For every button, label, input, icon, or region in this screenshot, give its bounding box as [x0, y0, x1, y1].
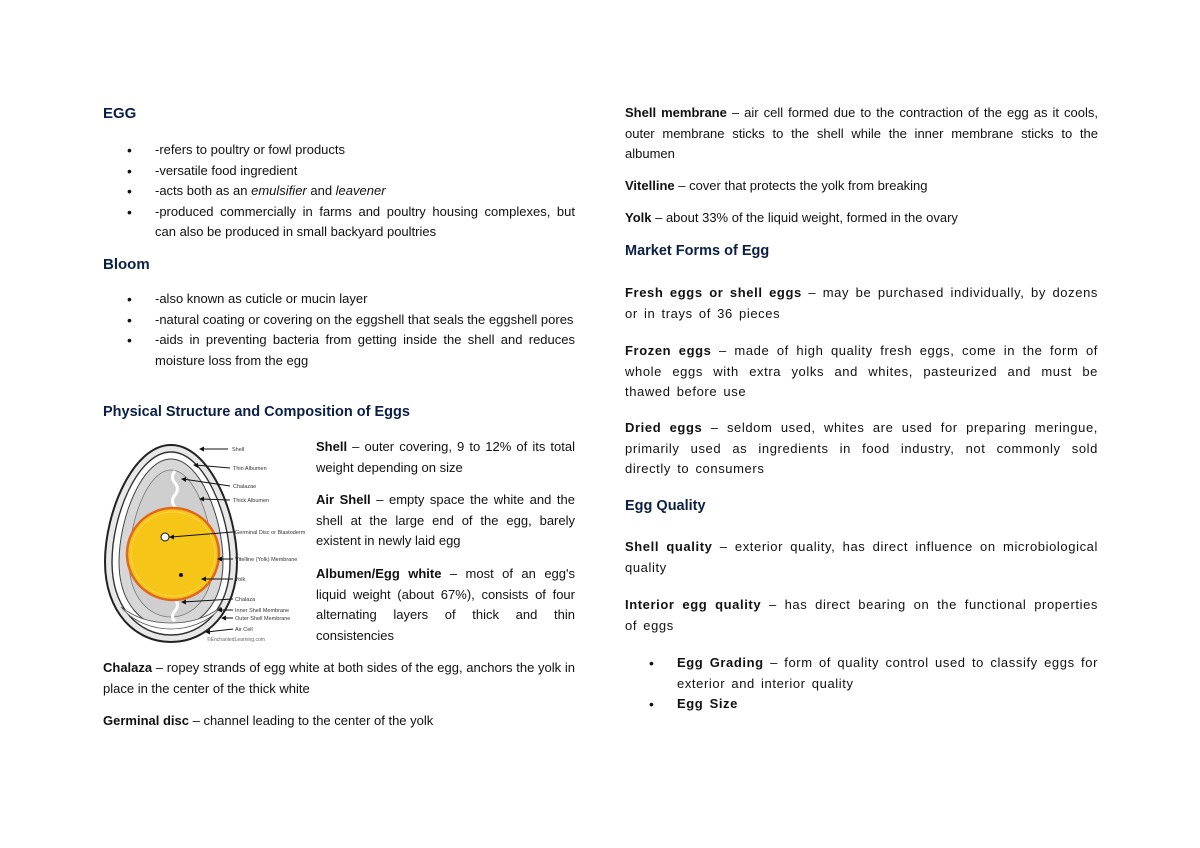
shell-membrane-definition: Shell membrane – air cell formed due to the contraction of the egg as it cools, outer membrane sticks to the shell while the inner membrane sticks to the albumen: [625, 105, 1098, 162]
market-forms-heading: Market Forms of Egg: [625, 243, 770, 259]
physical-structure-heading: Physical Structure and Composition of Eggs: [103, 404, 410, 420]
egg-diagram: [103, 437, 308, 647]
label-germinal-disc: Germinal Disc or Blastoderm: [235, 530, 306, 536]
shell-quality-definition: Shell quality – exterior quality, has direct influence on microbiological quality: [625, 539, 1098, 575]
yolk-dot: [179, 573, 183, 577]
albumen-definition: Albumen/Egg white – most of an egg's liquid weight (about 67%), consists of four alternating layers of thick and thin consistencies: [316, 566, 575, 643]
chalaza-definition: Chalaza – ropey strands of egg white at both sides of the egg, anchors the yolk in place in the center of the thick white: [103, 660, 575, 696]
list-item: • -refers to poultry or fowl products: [103, 140, 575, 161]
label-outer-membrane: Outer Shell Membrane: [235, 616, 291, 622]
yolk-circle: [127, 508, 219, 600]
diagram-credit: ©EnchantedLearning.com: [207, 637, 265, 643]
list-item: • -natural coating or covering on the eggshell that seals the eggshell pores: [103, 310, 575, 331]
egg-heading: EGG: [103, 105, 137, 122]
dried-eggs-definition: Dried eggs – seldom used, whites are used for preparing meringue, primarily used as ingredients in food industry, not commonly sold directly to consumers: [625, 420, 1098, 477]
label-chalaza: Chalaza: [235, 597, 256, 603]
germinal-disc-definition: Germinal disc – channel leading to the center of the yolk: [103, 713, 434, 728]
label-shell: Shell: [232, 447, 245, 453]
label-thin-albumen: Thin Albumen: [233, 466, 267, 472]
list-item: • Egg Size: [625, 694, 1098, 715]
bloom-heading: Bloom: [103, 256, 150, 273]
label-chalazae: Chalazae: [233, 484, 257, 490]
vitelline-definition: Vitelline – cover that protects the yolk from breaking: [625, 178, 928, 193]
fresh-eggs-definition: Fresh eggs or shell eggs – may be purchased individually, by dozens or in trays of 36 pieces: [625, 285, 1098, 321]
label-thick-albumen: Thick Albumen: [233, 498, 270, 504]
frozen-eggs-definition: Frozen eggs – made of high quality fresh eggs, come in the form of whole eggs with extra yolks and whites, pasteurized and must be thawed before use: [625, 343, 1098, 400]
bloom-bullet-list: [103, 289, 575, 371]
list-item: • -also known as cuticle or mucin layer: [103, 289, 575, 310]
emphasis: emulsifier: [251, 183, 307, 199]
list-item: • -produced commercially in farms and poultry housing complexes, but can also be produced in small backyard poultries: [103, 202, 575, 243]
emphasis: leavener: [335, 183, 386, 199]
list-item: • -acts both as an emulsifier and leavener: [103, 181, 575, 202]
label-air-cell: Air Cell: [235, 627, 253, 633]
label-yolk: Yolk: [235, 577, 246, 583]
label-inner-membrane: Inner Shell Membrane: [235, 608, 290, 614]
egg-quality-heading: Egg Quality: [625, 498, 706, 514]
list-item: • -aids in preventing bacteria from getting inside the shell and reduces moisture loss from the egg: [103, 330, 575, 371]
germinal-disc-dot: [161, 533, 169, 541]
air-shell-definition: Air Shell – empty space the white and the shell at the large end of the egg, barely existent in newly laid egg: [316, 492, 575, 549]
shell-definition: Shell – outer covering, 9 to 12% of its total weight depending on size: [316, 439, 575, 475]
list-item: • -versatile food ingredient: [103, 161, 575, 182]
quality-bullet-list: [625, 653, 1098, 715]
label-vitelline: Vitelline (Yolk) Membrane: [235, 557, 298, 563]
list-item: • Egg Grading – form of quality control used to classify eggs for exterior and interior quality: [625, 653, 1098, 694]
interior-quality-definition: Interior egg quality – has direct bearing on the functional properties of eggs: [625, 597, 1099, 633]
yolk-definition: Yolk – about 33% of the liquid weight, formed in the ovary: [625, 210, 958, 225]
egg-bullet-list: [103, 140, 575, 243]
